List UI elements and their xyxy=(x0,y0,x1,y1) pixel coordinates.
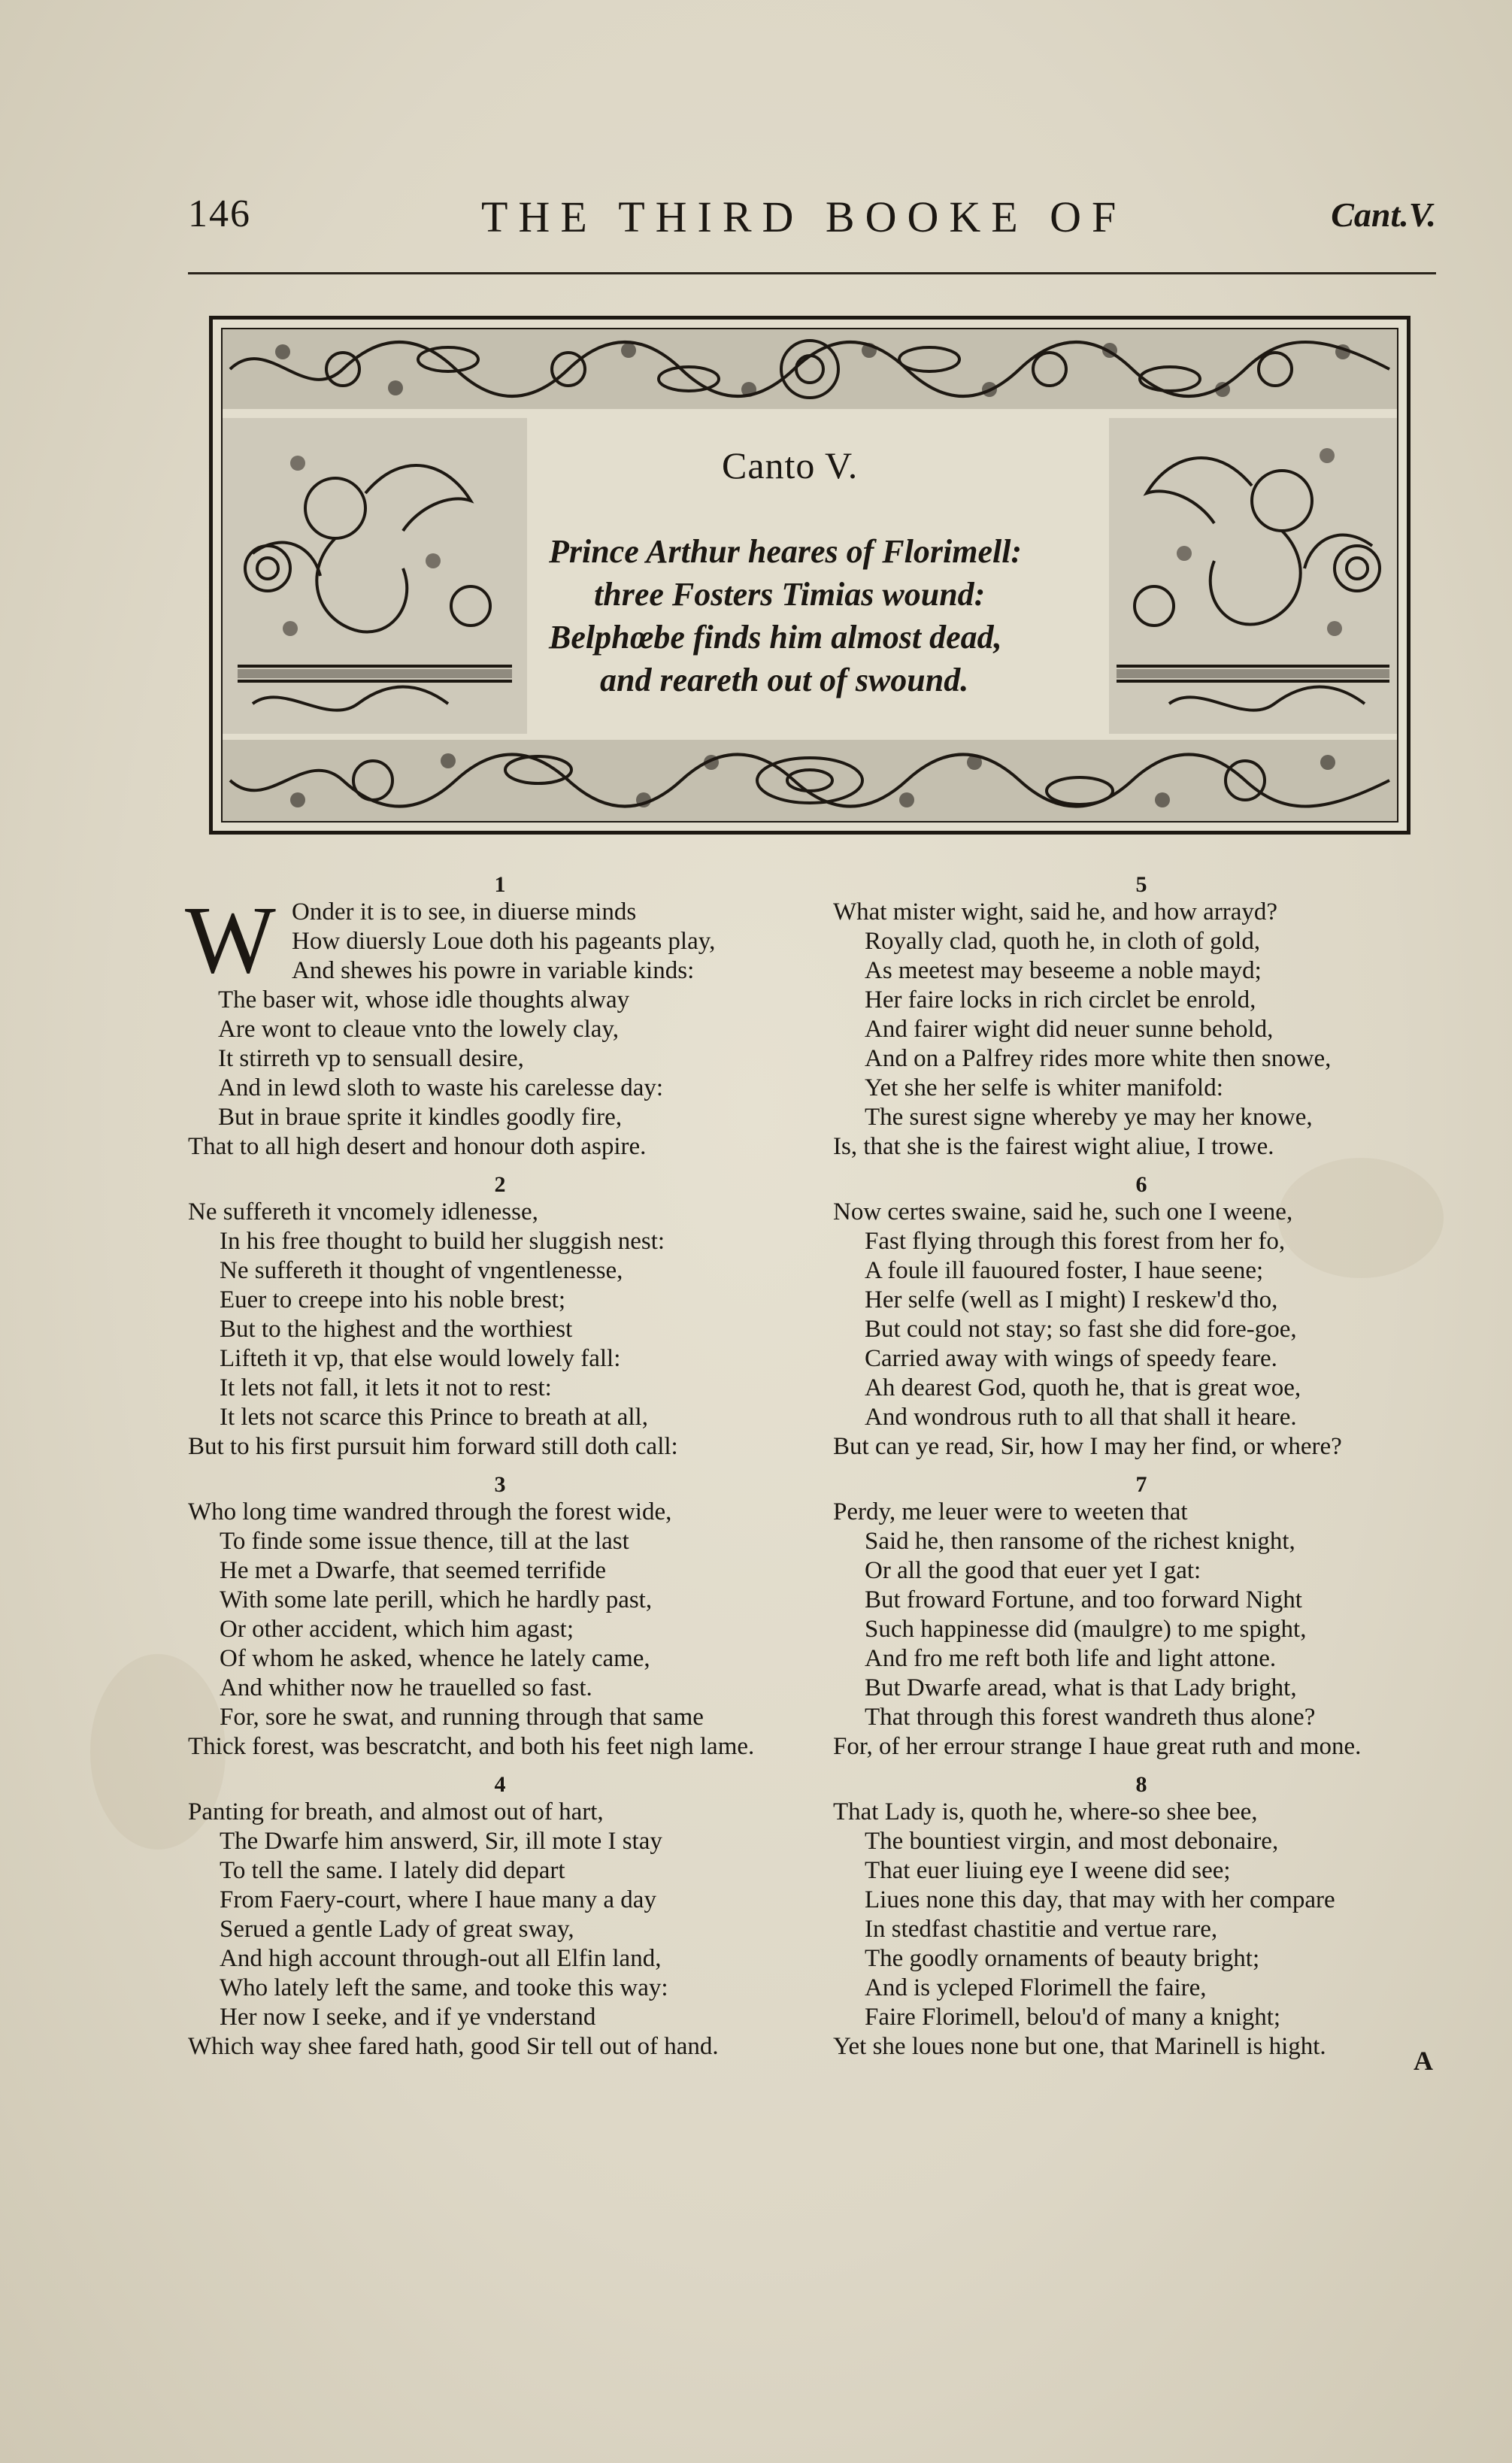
verse-line: And fro me reft both life and light attone. xyxy=(865,1645,1277,1672)
verse-line: Who long time wandred through the forest wide, xyxy=(188,1498,672,1525)
verse-line: In his free thought to build her sluggish nest: xyxy=(220,1228,665,1255)
verse-line: Of whom he asked, whence he lately came, xyxy=(220,1645,650,1672)
stanza-number: 1 xyxy=(494,872,506,897)
stanza-number: 4 xyxy=(494,1772,506,1797)
verse-line: Such happinesse did (maulgre) to me spight, xyxy=(865,1616,1307,1643)
verse-line: Said he, then ransome of the richest knight, xyxy=(865,1528,1295,1555)
verse-line: Which way shee fared hath, good Sir tell out of hand. xyxy=(188,2033,719,2060)
verse-line: That to all high desert and honour doth aspire. xyxy=(188,1133,647,1160)
verse-line: From Faery-court, where I haue many a day xyxy=(220,1886,656,1913)
verse-line: Liues none this day, that may with her compare xyxy=(865,1886,1335,1913)
drop-cap: W xyxy=(185,886,276,993)
verse-line: And on a Palfrey rides more white then snowe, xyxy=(865,1045,1332,1072)
verse-line: Now certes swaine, said he, such one I weene, xyxy=(833,1198,1293,1225)
verse-line: Fast flying through this forest from her fo, xyxy=(865,1228,1286,1255)
verse-line: Euer to creepe into his noble brest; xyxy=(220,1286,566,1313)
verse-line: Faire Florimell, belou'd of many a knight; xyxy=(865,2004,1281,2031)
stanza xyxy=(188,1472,812,1762)
text-column-left xyxy=(185,872,812,2072)
verse-line: But in braue sprite it kindles goodly fire, xyxy=(218,1104,623,1131)
verse-line: As meetest may beseeme a noble mayd; xyxy=(865,957,1262,984)
verse-line: But to the highest and the worthiest xyxy=(220,1316,573,1343)
verse-line: But to his first pursuit him forward still doth call: xyxy=(188,1433,678,1460)
verse-line: But froward Fortune, and too forward Night xyxy=(865,1586,1302,1613)
verse-line: Carried away with wings of speedy feare. xyxy=(865,1345,1277,1372)
cherub-ornament-left xyxy=(223,418,527,734)
running-title: THE THIRD BOOKE OF xyxy=(481,192,1127,241)
verse-line: Or other accident, which him agast; xyxy=(220,1616,574,1643)
stanza xyxy=(833,872,1450,1162)
verse-line: Is, that she is the fairest wight aliue, I trowe. xyxy=(833,1133,1274,1160)
argument-line: Belphœbe finds him almost dead, xyxy=(549,619,1002,656)
verse-line: Yet she loues none but one, that Marinell is hight. xyxy=(833,2033,1326,2060)
verse-line: Are wont to cleaue vnto the lowely clay, xyxy=(218,1016,620,1043)
stanza-number: 8 xyxy=(1135,1772,1147,1797)
canto-reference: Cant.V. xyxy=(1331,195,1436,234)
verse-line: Her selfe (well as I might) I reskew'd tho, xyxy=(865,1286,1278,1313)
verse-line: Her faire locks in rich circlet be enrold, xyxy=(865,986,1256,1013)
verse-line: Yet she her selfe is whiter manifold: xyxy=(865,1074,1223,1101)
verse-line: Lifteth it vp, that else would lowely fall: xyxy=(220,1345,621,1372)
stanza-number: 5 xyxy=(1135,872,1147,897)
verse-line: The bountiest virgin, and most debonaire, xyxy=(865,1828,1279,1855)
argument-line: Prince Arthur heares of Florimell: xyxy=(549,533,1023,570)
verse-line: That Lady is, quoth he, where-so shee bee, xyxy=(833,1798,1258,1825)
verse-line: Serued a gentle Lady of great sway, xyxy=(220,1916,574,1943)
decorative-band-top xyxy=(223,329,1397,409)
page-number: 146 xyxy=(188,192,251,235)
verse-line: He met a Dwarfe, that seemed terrifide xyxy=(220,1557,606,1584)
verse-line: A foule ill fauoured foster, I haue seene; xyxy=(865,1257,1264,1284)
verse-line: What mister wight, said he, and how arrayd? xyxy=(833,898,1278,926)
stanza-number: 6 xyxy=(1135,1172,1147,1197)
stanza xyxy=(185,872,812,1162)
cherub-ornament-right xyxy=(1109,418,1397,734)
verse-line: And in lewd sloth to waste his carelesse day: xyxy=(218,1074,664,1101)
verse-line: The surest signe whereby ye may her knowe, xyxy=(865,1104,1313,1131)
verse-line: In stedfast chastitie and vertue rare, xyxy=(865,1916,1218,1943)
verse-line: With some late perill, which he hardly past, xyxy=(220,1586,653,1613)
verse-line: Thick forest, was bescratcht, and both his feet nigh lame. xyxy=(188,1733,755,1760)
text-column-right xyxy=(833,872,1450,2072)
stanza xyxy=(833,1172,1450,1462)
verse-line: For, of her errour strange I haue great ruth and mone. xyxy=(833,1733,1362,1760)
verse-line: That through this forest wandreth thus alone? xyxy=(865,1704,1316,1731)
stanza xyxy=(833,1472,1450,1762)
stanza xyxy=(188,1772,812,2062)
verse-line: It stirreth vp to sensuall desire, xyxy=(218,1045,524,1072)
verse-line: It lets not fall, it lets it not to rest: xyxy=(220,1374,552,1401)
verse-line: The goodly ornaments of beauty bright; xyxy=(865,1945,1260,1972)
verse-line: For, sore he swat, and running through that same xyxy=(220,1704,704,1731)
verse-line: And high account through-out all Elfin land, xyxy=(220,1945,662,1972)
verse-line: How diuersly Loue doth his pageants play, xyxy=(292,928,716,955)
running-head xyxy=(188,192,1436,252)
verse-line: Or all the good that euer yet I gat: xyxy=(865,1557,1201,1584)
argument-line: and reareth out of swound. xyxy=(600,662,969,698)
verse-line: And shewes his powre in variable kinds: xyxy=(292,957,695,984)
verse-line: And wondrous ruth to all that shall it heare. xyxy=(865,1404,1297,1431)
verse-line: And is ycleped Florimell the faire, xyxy=(865,1974,1207,2001)
verse-line: Ne suffereth it thought of vngentlenesse, xyxy=(220,1257,623,1284)
decorative-band-bottom xyxy=(223,740,1397,821)
verse-line: Panting for breath, and almost out of hart, xyxy=(188,1798,604,1825)
verse-line: Royally clad, quoth he, in cloth of gold, xyxy=(865,928,1261,955)
verse-line: Perdy, me leuer were to weeten that xyxy=(833,1498,1188,1525)
stanza-number: 7 xyxy=(1135,1472,1147,1497)
stanza xyxy=(188,1172,812,1462)
verse-line: And fairer wight did neuer sunne behold, xyxy=(865,1016,1274,1043)
head-rule xyxy=(188,272,1436,274)
verse-line: To finde some issue thence, till at the last xyxy=(220,1528,629,1555)
verse-line: Who lately left the same, and tooke this way: xyxy=(220,1974,668,2001)
verse-line: To tell the same. I lately did depart xyxy=(220,1857,565,1884)
verse-line: But can ye read, Sir, how I may her find, or where? xyxy=(833,1433,1342,1460)
argument-line: three Fosters Timias wound: xyxy=(594,576,986,613)
verse-line: It lets not scarce this Prince to breath at all, xyxy=(220,1404,648,1431)
verse-line: But could not stay; so fast she did fore-goe, xyxy=(865,1316,1297,1343)
verse-line: Her now I seeke, and if ye vnderstand xyxy=(220,2004,596,2031)
verse-line: Ah dearest God, quoth he, that is great woe, xyxy=(865,1374,1301,1401)
stanza-number: 3 xyxy=(494,1472,506,1497)
verse-line: That euer liuing eye I weene did see; xyxy=(865,1857,1231,1884)
canto-argument xyxy=(549,530,1105,701)
verse-line: The Dwarfe him answerd, Sir, ill mote I stay xyxy=(220,1828,662,1855)
stanza-number: 2 xyxy=(494,1172,506,1197)
verse-line: Ne suffereth it vncomely idlenesse, xyxy=(188,1198,538,1225)
verse-line: The baser wit, whose idle thoughts alway xyxy=(218,986,630,1013)
verse-line: Onder it is to see, in diuerse minds xyxy=(292,898,637,926)
verse-line: But Dwarfe aread, what is that Lady bright, xyxy=(865,1674,1297,1701)
stanza xyxy=(833,1772,1450,2062)
verse-line: And whither now he trauelled so fast. xyxy=(220,1674,592,1701)
canto-title: Canto V. xyxy=(722,444,859,486)
catchword: A xyxy=(1414,2046,1433,2076)
